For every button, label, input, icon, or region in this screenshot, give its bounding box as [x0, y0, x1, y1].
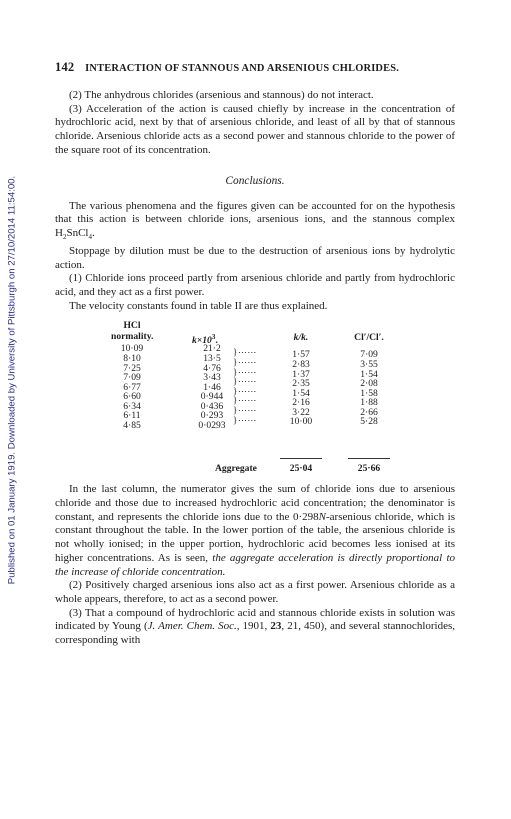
- superscript: 3: [211, 333, 216, 342]
- aggregate-cl-ratio: 25·66: [357, 463, 381, 475]
- text-run: SnCl: [66, 226, 89, 239]
- provenance-text: Published on 01 January 1919. Downloaded by University of Pittsburgh on 27/10/2014 11:54:00.: [6, 175, 18, 585]
- velocity-table: [55, 320, 455, 475]
- paper-page: [55, 60, 455, 648]
- sum-rule: [348, 458, 390, 459]
- section-heading-conclusions: Conclusions.: [225, 174, 285, 187]
- bracket-leader: }⋯⋯: [233, 414, 257, 425]
- text-run: , 1901,: [236, 620, 271, 633]
- aggregate-k-ratio: 25·04: [289, 463, 313, 475]
- paragraph-positive-ions: (2) Positively charged arsenious ions also act as a first power. Arsenious chloride as a whole appears, therefore, to act as a second power.: [55, 579, 455, 605]
- running-header: [55, 60, 455, 75]
- paragraph-last-column: [55, 483, 455, 579]
- paragraph-acceleration: (3) Acceleration of the action is caused chiefly by increase in the concentration of hydrochloric acid, next by that of arsenious chloride, and least of all by that of stannous chloride. Arsenious chloride acts as a second power and stannous chloride to the power of the square root of its concentration.: [55, 102, 455, 156]
- column-hcl-values: 10·09 8·10 7·25 7·09 6·77 6·60 6·34 6·11 4·85: [120, 343, 144, 432]
- header-text: k×10: [192, 335, 212, 347]
- paragraph-hypothesis: [55, 200, 455, 245]
- column-header-k-ratio: k/k.: [293, 332, 309, 344]
- aggregate-label: Aggregate: [215, 463, 257, 475]
- bracket-leader: }⋯⋯: [233, 366, 257, 377]
- text-run: , 21, 450), and several stannochlorides, corresponding with: [55, 620, 456, 647]
- bracket-leader: }⋯⋯: [233, 376, 257, 387]
- bracket-leader: }⋯⋯: [233, 395, 257, 406]
- sum-rule: [280, 458, 322, 459]
- column-cl-ratio-values: 7·09 3·55 1·54 2·08 1·58 1·88 2·66 5·28: [360, 349, 378, 428]
- page-number: 142: [55, 60, 75, 74]
- bracket-leader: }⋯⋯: [233, 356, 257, 367]
- running-title: INTERACTION OF STANNOUS AND ARSENIOUS CHLORIDES.: [85, 63, 400, 74]
- journal-name: J. Amer. Chem. Soc.: [147, 620, 237, 633]
- text-run: -arsenious chloride, which is constant throughout the table. In the lower portion of the table, the arsenious chloride is not wholly ionised; in the upper portion, hydrochloric acid becomes less ionised at its higher concentrations. As is seen,: [55, 510, 455, 564]
- text-run: (3) That a compound of hydrochloric acid and stannous chloride exists in solution was indicated by Young (: [55, 606, 455, 633]
- bracket-leader: }⋯⋯: [233, 347, 257, 358]
- provenance-sidebar: [6, 80, 18, 680]
- header-line: normality.: [111, 331, 154, 343]
- paragraph-chloride-ions: (1) Chloride ions proceed partly from arsenious chloride and partly from hydrochloric acid, and they act as a first power.: [55, 272, 455, 298]
- text-run: In the last column, the numerator gives the sum of chloride ions due to arsenious chloride and those due to increased hydrochloric acid concentration; the denominator is constant, and represents the chloride ions due to the 0·298: [55, 483, 455, 523]
- header-text: .: [215, 335, 218, 347]
- volume-number: 23: [270, 620, 282, 633]
- subscript: 2: [62, 233, 67, 242]
- paragraph-anhydrous: (2) The anhydrous chlorides (arsenious and stannous) do not interact.: [69, 89, 374, 101]
- emphasized-conclusion: the aggregate acceleration is directly proportional to the increase of chloride concentration.: [55, 551, 455, 578]
- column-header-hcl-normality: [111, 320, 153, 342]
- paragraph-compound: [55, 607, 455, 648]
- paragraph-velocity-constants: The velocity constants found in table II are thus explained.: [69, 299, 328, 312]
- bracket-leader: }⋯⋯: [233, 385, 257, 396]
- text-run: .: [91, 226, 95, 239]
- normality-symbol: N: [318, 510, 326, 523]
- bracket-leader: }⋯⋯: [233, 404, 257, 415]
- paragraph-stoppage: Stoppage by dilution must be due to the destruction of arsenious ions by hydrolytic action.: [55, 244, 455, 271]
- header-line: HCl: [123, 320, 141, 332]
- subscript: 4: [88, 233, 92, 242]
- column-k-values: 21·2 13·5 4·76 3·43 1·46 0·944 0·436 0·293 0·0293: [198, 343, 226, 432]
- column-header-cl-ratio: Cl′/Cl′.: [354, 332, 384, 344]
- column-k-ratio-values: 1·57 2·83 1·37 2·35 1·54 2·16 3·22 10·00: [289, 349, 313, 428]
- text-run: The various phenomena and the figures given can be accounted for on the hypothesis that this action is between chloride ions, arsenious ions, and the stannous complex H: [55, 199, 455, 239]
